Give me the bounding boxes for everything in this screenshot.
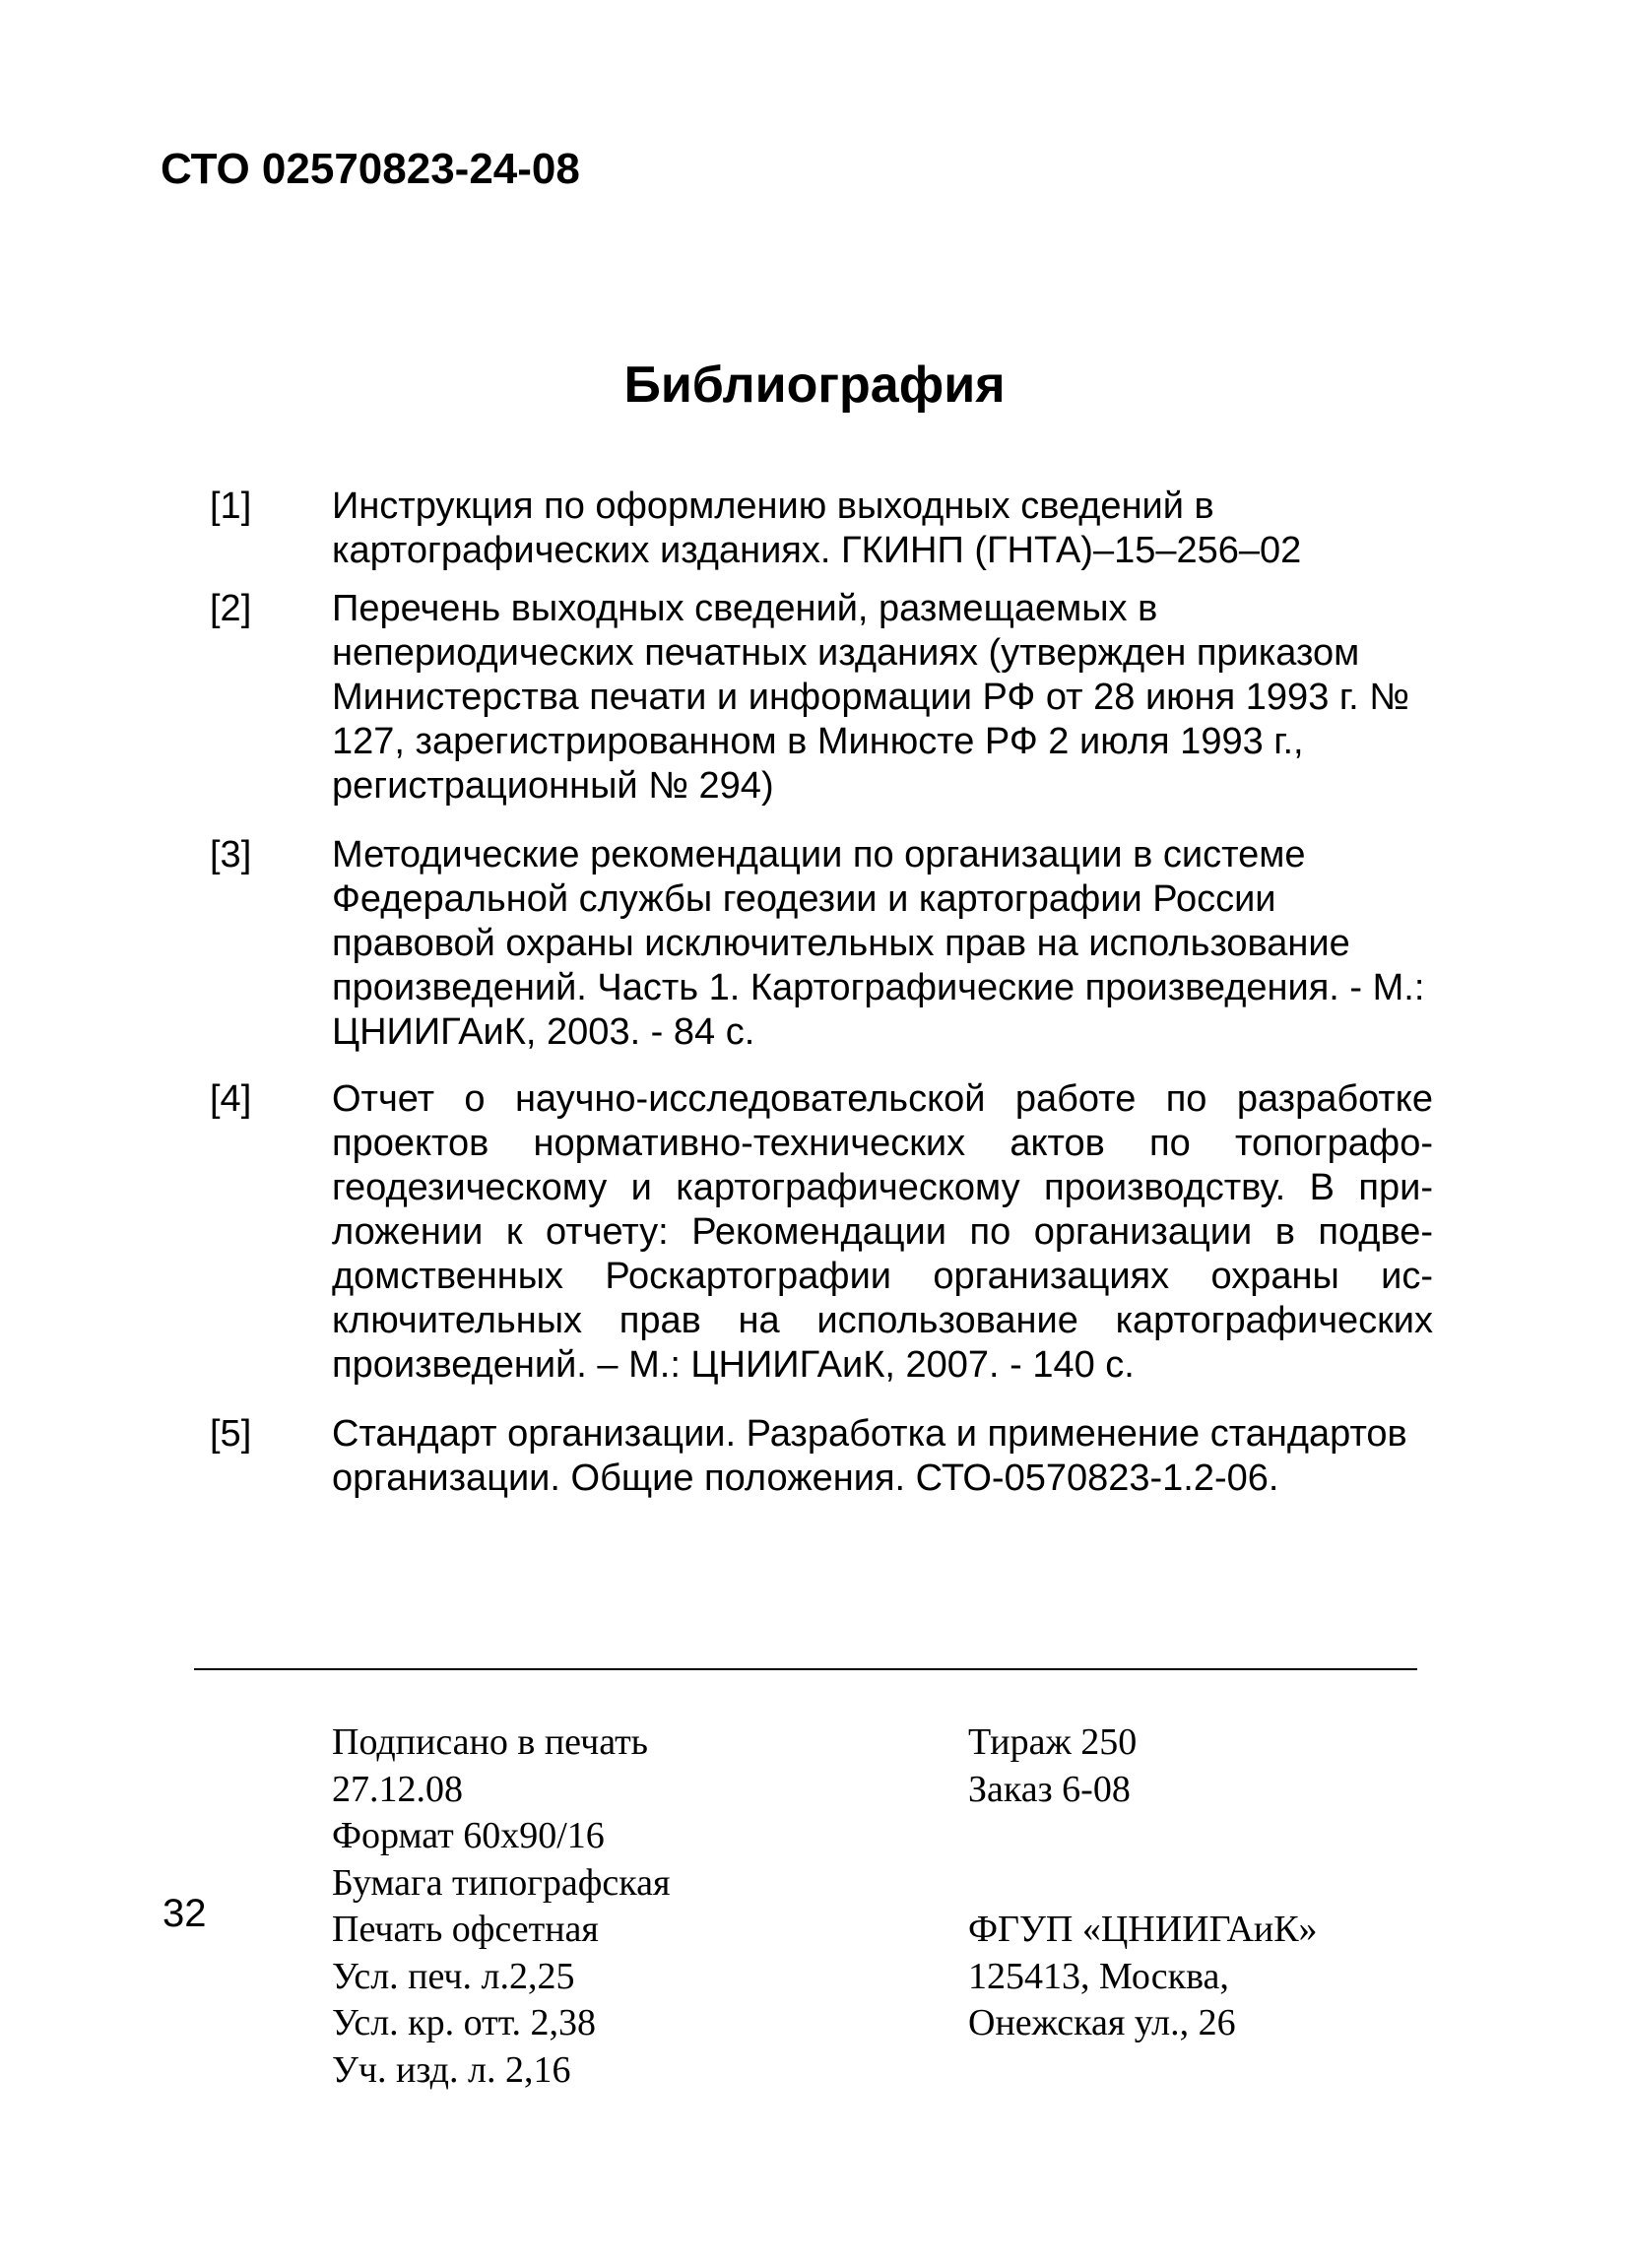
- imprint-line: ФГУП «ЦНИИГАиК»: [968, 1909, 1318, 1950]
- imprint-run-details: [968, 1719, 1137, 1813]
- entry-text: Отчет о научно-исследовательской работе по разработке проектов нормативно-технических актов по топографогеодезическому и картографическому производству. В приложении к отчету: Рекомендации по организации в подведомственных Роскартографии организациях охраны исключительных прав на использование картографических произведений. – М.: ЦНИИГАиК, 2007. - 140 с.: [332, 1078, 1433, 1386]
- imprint-publisher-address: [968, 1907, 1318, 2047]
- imprint-line: Усл. кр. отт. 2,38: [332, 2002, 596, 2043]
- entry-text: Методические рекомендации по организации в системе Федеральной службы геодезии и картографии России правовой охраны исключительных прав на использование произведений. Часть 1. Картографические произведения. - М.: ЦНИИГАиК, 2003. - 84 с.: [332, 834, 1425, 1053]
- entry-text: Стандарт организации. Разработка и применение стандартов организации. Общие положения. СТО-0570823-1.2-06.: [332, 1413, 1407, 1499]
- imprint-line: Усл. печ. л.2,25: [332, 1955, 575, 1997]
- entry-number: [5]: [210, 1413, 252, 1455]
- imprint-line: Печать офсетная: [332, 1909, 599, 1950]
- entry-number: [3]: [210, 834, 252, 875]
- entry-number: [1]: [210, 486, 252, 527]
- imprint-print-details: [332, 1719, 670, 2094]
- footer-divider: [194, 1668, 1417, 1670]
- imprint-line: Подписано в печать: [332, 1721, 649, 1763]
- entry-number: [4]: [210, 1078, 252, 1120]
- page-number: 32: [163, 1892, 207, 1935]
- imprint-line: Бумага типографская: [332, 1861, 671, 1904]
- entry-number: [2]: [210, 588, 252, 629]
- page-title: Библиография: [623, 356, 1006, 414]
- entry-text: Инструкция по оформлению выходных сведений в картографических изданиях. ГКИНП (ГНТА)–15–256–02: [332, 486, 1302, 571]
- imprint-line: Онежская ул., 26: [968, 2002, 1236, 2043]
- entry-text: Перечень выходных сведений, размещаемых в непериодических печатных изданиях (утвержден приказом Министерства печати и информации РФ от 28 июня 1993 г. № 127, зарегистрированном в Минюсте РФ 2 июля 1993 г., регистрационный № 294): [332, 588, 1409, 807]
- imprint-line: 27.12.08: [332, 1768, 463, 1810]
- imprint-line: Формат 60х90/16: [332, 1815, 605, 1856]
- imprint-line: Тираж 250: [968, 1721, 1138, 1763]
- imprint-line: Уч. изд. л. 2,16: [332, 2048, 571, 2091]
- imprint-line: 125413, Москва,: [968, 1955, 1229, 1997]
- imprint-line: Заказ 6-08: [968, 1768, 1131, 1810]
- document-code: СТО 02570823-24-08: [161, 145, 580, 193]
